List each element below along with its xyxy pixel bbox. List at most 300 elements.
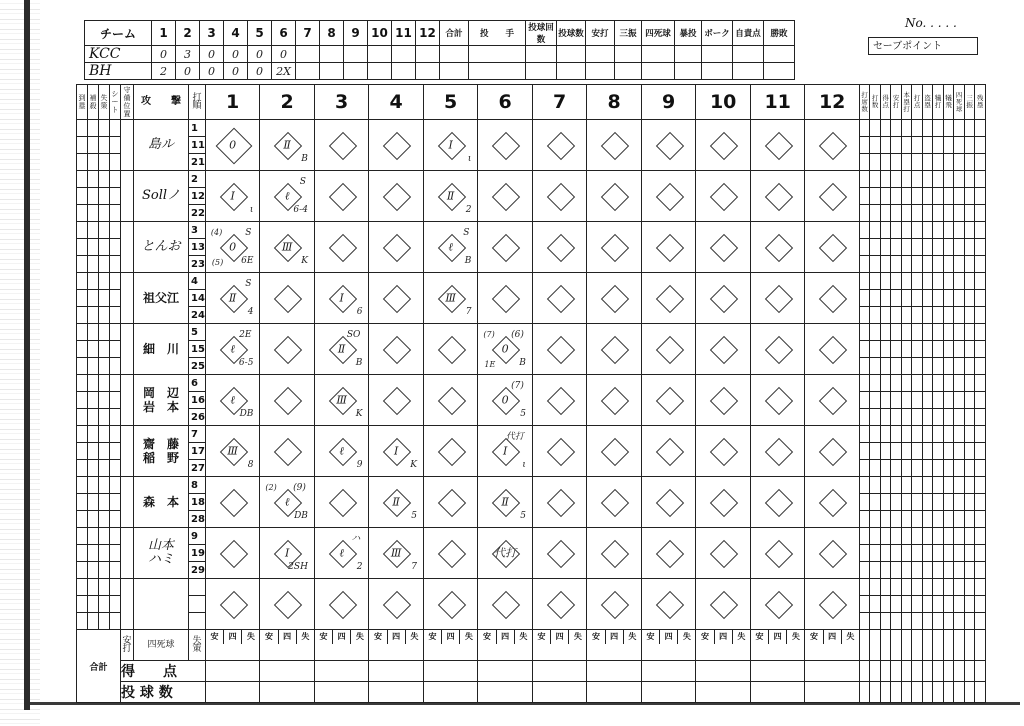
grid-cell — [110, 290, 121, 307]
grid-cell — [110, 256, 121, 273]
score-mark: 6E — [241, 256, 254, 266]
at-bat-cell — [478, 579, 533, 630]
stat-cell — [975, 477, 986, 494]
stat-cell — [891, 239, 902, 256]
base-diamond — [220, 540, 248, 568]
stat-cell — [943, 494, 954, 511]
stat-cell — [922, 307, 933, 324]
stat-cell — [912, 494, 923, 511]
batting-order-number: 26 — [189, 409, 206, 426]
pitch-count-cell — [260, 682, 315, 703]
at-bat-cell — [641, 324, 696, 375]
base-diamond — [383, 591, 411, 619]
stat-cell — [870, 324, 881, 341]
base-diamond — [547, 438, 575, 466]
score-cell — [416, 63, 440, 80]
header-wild-pitch: 暴投 — [675, 21, 702, 46]
left-header: 補殺 — [88, 85, 99, 120]
inning-totals-label: 安 — [260, 630, 278, 644]
stat-cell — [954, 239, 965, 256]
base-diamond — [765, 234, 793, 262]
stat-cell — [859, 443, 870, 460]
stat-cell — [933, 137, 944, 154]
at-bat-cell — [260, 120, 315, 171]
stat-cell — [912, 426, 923, 443]
stat-cell — [933, 324, 944, 341]
base-diamond — [438, 489, 466, 517]
score-mark: 0 — [501, 393, 509, 407]
inning-totals-split — [696, 630, 750, 644]
grid-cell — [88, 239, 99, 256]
score-cell — [320, 46, 344, 63]
inning-totals-split — [424, 630, 478, 644]
at-bat-cell — [369, 477, 424, 528]
at-bat-cell — [423, 222, 478, 273]
stat-cell — [912, 137, 923, 154]
stat-cell — [964, 511, 975, 528]
stat-cell — [859, 341, 870, 358]
batter-name: 岡 辺 岩 本 — [134, 375, 189, 426]
stat-cell — [901, 579, 912, 596]
header-earned-runs: 自責点 — [733, 21, 764, 46]
inning-totals-split — [478, 630, 532, 644]
stat-cell — [964, 579, 975, 596]
binding-edge — [24, 0, 30, 710]
at-bat-cell — [750, 120, 805, 171]
stat-cell — [901, 188, 912, 205]
stat-cell — [880, 392, 891, 409]
base-diamond — [329, 234, 357, 262]
score-mark: Ⅰ — [502, 444, 508, 458]
stat-cell — [859, 290, 870, 307]
grid-cell — [77, 256, 88, 273]
at-bat-cell — [696, 324, 751, 375]
header-inning-10: 10 — [368, 21, 392, 46]
grid-cell — [110, 511, 121, 528]
base-diamond — [765, 183, 793, 211]
stat-cell — [964, 392, 975, 409]
base-diamond — [819, 183, 847, 211]
batting-order-number: 21 — [189, 154, 206, 171]
grid-cell — [88, 392, 99, 409]
at-bat-cell — [205, 222, 260, 273]
stat-cell — [870, 154, 881, 171]
base-diamond — [710, 591, 738, 619]
at-bat-cell — [260, 528, 315, 579]
stat-header: 四死球 — [954, 85, 965, 120]
stat-cell — [901, 426, 912, 443]
stat-cell — [859, 426, 870, 443]
base-diamond — [547, 591, 575, 619]
base-diamond — [601, 438, 629, 466]
stat-cell — [943, 205, 954, 222]
stat-cell — [922, 579, 933, 596]
stat-cell — [943, 375, 954, 392]
grid-cell — [88, 477, 99, 494]
at-bat-cell — [369, 273, 424, 324]
stat-cell — [859, 273, 870, 290]
header-balk: ボーク — [702, 21, 733, 46]
position-cell — [121, 222, 134, 273]
header-pitcher: 投 手 — [469, 21, 526, 46]
at-bat-cell — [641, 120, 696, 171]
stat-cell — [964, 239, 975, 256]
grid-cell — [77, 613, 88, 630]
batting-order-number: 16 — [189, 392, 206, 409]
stat-cell — [912, 239, 923, 256]
score-mark: ℓ — [284, 495, 290, 509]
inning-header-8: 8 — [587, 85, 642, 120]
grid-cell — [77, 460, 88, 477]
grid-cell — [77, 222, 88, 239]
score-mark: Ⅲ — [445, 291, 456, 305]
team-row-2 — [85, 63, 795, 80]
score-mark: (6) — [511, 330, 524, 340]
at-bat-cell — [805, 477, 860, 528]
stat-cell — [880, 630, 891, 661]
runs-cell — [369, 661, 424, 682]
base-diamond — [383, 234, 411, 262]
score-mark: 1E — [484, 360, 496, 369]
base-diamond — [710, 489, 738, 517]
stat-cell — [922, 375, 933, 392]
inning-totals-label: 安 — [696, 630, 714, 644]
score-cell — [368, 46, 392, 63]
empty-cell — [526, 46, 557, 63]
at-bat-cell — [478, 324, 533, 375]
at-bat-cell — [314, 375, 369, 426]
batter-name: 齋 藤 稲 野 — [134, 426, 189, 477]
empty-cell — [615, 63, 642, 80]
stat-cell — [880, 613, 891, 630]
inning-totals-split — [533, 630, 587, 644]
base-diamond — [710, 438, 738, 466]
grid-cell — [110, 120, 121, 137]
inning-totals-label: 四 — [824, 630, 842, 644]
stat-cell — [859, 596, 870, 613]
stat-cell — [954, 682, 965, 703]
stat-cell — [922, 290, 933, 307]
batting-order-number: 9 — [189, 528, 206, 545]
batter-row — [77, 171, 986, 188]
stat-cell — [891, 205, 902, 222]
stat-cell — [912, 460, 923, 477]
stat-cell — [880, 477, 891, 494]
runs-cell — [423, 661, 478, 682]
stat-cell — [933, 579, 944, 596]
stat-cell — [859, 324, 870, 341]
grid-cell — [99, 494, 110, 511]
inning-totals-label: 失 — [737, 632, 746, 641]
score-mark: Ⅱ — [446, 189, 455, 203]
runs-row — [77, 661, 986, 682]
score-mark: K — [301, 256, 308, 266]
stat-cell — [943, 596, 954, 613]
at-bat-cell — [260, 477, 315, 528]
grid-cell — [77, 375, 88, 392]
stat-cell — [912, 661, 923, 682]
stat-cell — [891, 511, 902, 528]
stat-cell — [891, 290, 902, 307]
grid-cell — [77, 545, 88, 562]
stat-cell — [901, 443, 912, 460]
at-bat-cell — [423, 273, 478, 324]
base-diamond — [819, 540, 847, 568]
empty-cell — [586, 63, 615, 80]
at-bat-cell — [314, 528, 369, 579]
stat-cell — [859, 256, 870, 273]
grid-cell — [110, 341, 121, 358]
at-bat-cell — [587, 222, 642, 273]
stat-cell — [859, 392, 870, 409]
stat-cell — [933, 154, 944, 171]
score-mark: Ⅰ — [230, 189, 235, 203]
stat-header: 犠飛 — [943, 85, 954, 120]
stat-cell — [880, 154, 891, 171]
stat-cell — [859, 460, 870, 477]
at-bat-cell — [314, 222, 369, 273]
batter-row — [77, 477, 986, 494]
inning-totals-label: 失 — [464, 632, 473, 641]
stat-cell — [943, 579, 954, 596]
inning-header-5: 5 — [423, 85, 478, 120]
stat-cell — [891, 682, 902, 703]
stat-cell — [943, 477, 954, 494]
base-diamond — [438, 387, 466, 415]
stat-cell — [964, 256, 975, 273]
at-bat-cell — [750, 324, 805, 375]
at-bat-cell — [314, 324, 369, 375]
stat-cell — [859, 375, 870, 392]
header-inning-4: 4 — [224, 21, 248, 46]
grid-cell — [110, 409, 121, 426]
score-mark: DB — [294, 511, 308, 521]
inning-totals-label: 四 — [279, 630, 297, 644]
base-diamond — [765, 285, 793, 313]
stat-cell — [859, 307, 870, 324]
at-bat-cell — [205, 477, 260, 528]
stat-cell — [880, 682, 891, 703]
stat-cell — [964, 137, 975, 154]
empty-cell — [733, 63, 764, 80]
inning-totals-label: 安 — [478, 630, 496, 644]
grid-cell — [77, 290, 88, 307]
stat-header: 残塁 — [975, 85, 986, 120]
stat-cell — [964, 494, 975, 511]
stat-cell — [859, 630, 870, 661]
at-bat-cell — [205, 171, 260, 222]
score-mark: 2 — [465, 205, 472, 215]
empty-cell — [764, 63, 795, 80]
stat-cell — [933, 307, 944, 324]
at-bat-cell — [369, 375, 424, 426]
stat-cell — [880, 409, 891, 426]
at-bat-cell — [205, 375, 260, 426]
left-header: 失策 — [99, 85, 110, 120]
at-bat-cell — [696, 477, 751, 528]
at-bat-cell — [587, 375, 642, 426]
base-diamond — [383, 132, 411, 160]
grid-cell — [88, 341, 99, 358]
at-bat-cell — [205, 528, 260, 579]
batting-order-number — [189, 596, 206, 613]
base-diamond — [601, 387, 629, 415]
inning-totals-label: 失 — [791, 632, 800, 641]
grid-cell — [88, 137, 99, 154]
stat-cell — [933, 171, 944, 188]
base-diamond — [383, 285, 411, 313]
stat-cell — [901, 120, 912, 137]
at-bat-cell — [532, 375, 587, 426]
score-mark: Ⅰ — [284, 546, 290, 560]
base-diamond — [656, 387, 684, 415]
stat-cell — [880, 222, 891, 239]
stat-cell — [912, 171, 923, 188]
stat-cell — [954, 579, 965, 596]
at-bat-cell — [750, 477, 805, 528]
stat-cell — [933, 222, 944, 239]
base-diamond — [274, 591, 302, 619]
stat-cell — [880, 120, 891, 137]
score-cell — [344, 63, 368, 80]
score-mark: Ⅰ — [448, 138, 453, 152]
stat-cell — [943, 256, 954, 273]
stat-cell — [964, 307, 975, 324]
stat-cell — [964, 375, 975, 392]
stat-cell — [870, 562, 881, 579]
stat-cell — [975, 579, 986, 596]
grid-cell — [110, 222, 121, 239]
stat-cell — [891, 341, 902, 358]
score-mark: SO — [346, 330, 361, 340]
stat-cell — [859, 494, 870, 511]
stat-cell — [954, 392, 965, 409]
grid-cell — [110, 375, 121, 392]
header-win-loss: 勝敗 — [764, 21, 795, 46]
stat-cell — [922, 409, 933, 426]
runs-cell — [750, 661, 805, 682]
inning-totals-label: 失 — [573, 632, 582, 641]
grid-cell — [110, 137, 121, 154]
header-inning-3: 3 — [200, 21, 224, 46]
inning-header-6: 6 — [478, 85, 533, 120]
stat-cell — [943, 460, 954, 477]
stat-cell — [964, 682, 975, 703]
inning-header-3: 3 — [314, 85, 369, 120]
stat-cell — [870, 545, 881, 562]
stat-cell — [922, 171, 933, 188]
stat-cell — [933, 375, 944, 392]
stat-cell — [975, 358, 986, 375]
score-cell — [368, 63, 392, 80]
scoring-grid — [76, 84, 986, 703]
score-mark: 5 — [520, 409, 526, 419]
position-cell — [121, 579, 134, 630]
base-diamond — [547, 234, 575, 262]
position-cell — [121, 120, 134, 171]
stat-cell — [901, 545, 912, 562]
base-diamond — [656, 591, 684, 619]
score-cell: 0 — [200, 63, 224, 80]
grid-cell — [77, 137, 88, 154]
grid-cell — [77, 307, 88, 324]
score-mark: 代打 — [494, 546, 517, 560]
at-bat-cell — [532, 273, 587, 324]
stat-cell — [954, 545, 965, 562]
grid-cell — [88, 273, 99, 290]
stat-cell — [859, 358, 870, 375]
score-mark: Ⅲ — [390, 546, 402, 560]
grid-cell — [88, 256, 99, 273]
runs-cell — [478, 661, 533, 682]
base-diamond — [547, 285, 575, 313]
header-team: チーム — [85, 21, 152, 46]
team-name: BH — [85, 63, 152, 80]
header-inning-11: 11 — [392, 21, 416, 46]
grid-cell — [77, 494, 88, 511]
totals-errors-header: 失策 — [189, 630, 206, 661]
at-bat-cell — [478, 426, 533, 477]
base-diamond — [601, 591, 629, 619]
at-bat-cell — [696, 528, 751, 579]
score-mark: 2 — [356, 562, 363, 572]
stat-cell — [912, 409, 923, 426]
inning-totals-label: 四 — [497, 630, 515, 644]
score-mark: 0 — [229, 240, 237, 254]
batter-row — [77, 375, 986, 392]
pitch-count-cell — [696, 682, 751, 703]
stat-cell — [975, 613, 986, 630]
stat-cell — [859, 528, 870, 545]
stat-cell — [870, 682, 881, 703]
batting-order-number: 12 — [189, 188, 206, 205]
stat-cell — [954, 562, 965, 579]
inning-totals-cell — [369, 630, 424, 661]
batter-row — [77, 528, 986, 545]
inning-totals-label: 安 — [424, 630, 442, 644]
grid-cell — [88, 426, 99, 443]
at-bat-cell — [423, 324, 478, 375]
stat-cell — [975, 426, 986, 443]
stat-cell — [880, 171, 891, 188]
stat-cell — [912, 341, 923, 358]
at-bat-cell — [532, 324, 587, 375]
inning-totals-cell — [423, 630, 478, 661]
stat-cell — [870, 358, 881, 375]
score-mark: Ⅱ — [501, 495, 509, 509]
stat-cell — [922, 273, 933, 290]
stat-cell — [870, 188, 881, 205]
stat-cell — [954, 120, 965, 137]
at-bat-cell — [805, 120, 860, 171]
stat-cell — [912, 477, 923, 494]
stat-cell — [901, 205, 912, 222]
grid-cell — [77, 154, 88, 171]
batter-row — [77, 426, 986, 443]
base-diamond — [274, 285, 302, 313]
inning-totals-label: 四 — [224, 630, 242, 644]
inning-header-4: 4 — [369, 85, 424, 120]
at-bat-cell — [478, 528, 533, 579]
stat-cell — [954, 188, 965, 205]
base-diamond — [601, 183, 629, 211]
stat-cell — [901, 290, 912, 307]
base-diamond — [819, 387, 847, 415]
stat-cell — [922, 188, 933, 205]
stat-cell — [964, 188, 975, 205]
pitch-count-cell — [314, 682, 369, 703]
inning-totals-label: 失 — [301, 632, 310, 641]
